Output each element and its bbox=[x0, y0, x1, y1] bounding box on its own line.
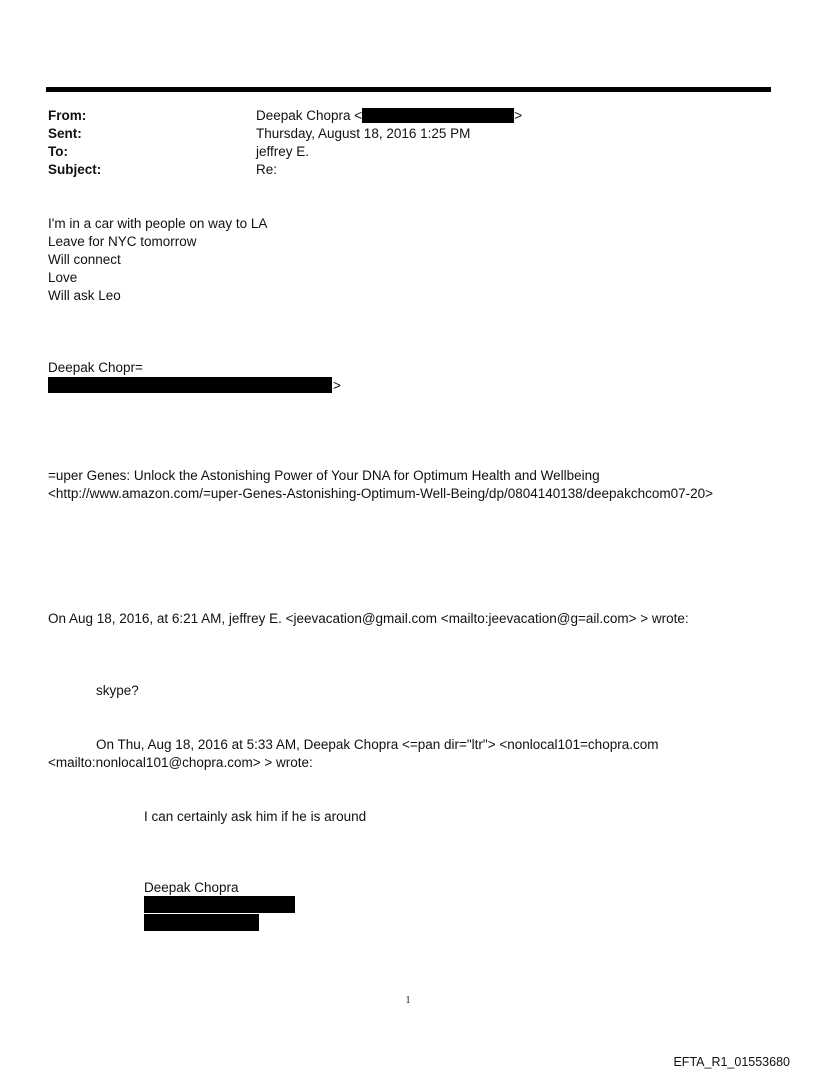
quote-message-1: skype? bbox=[96, 683, 139, 698]
sent-value: Thursday, August 18, 2016 1:25 PM bbox=[256, 126, 471, 141]
body-line-1: I'm in a car with people on way to LA bbox=[48, 216, 268, 231]
signature-name: Deepak Chopr= bbox=[48, 360, 143, 375]
subject-value: Re: bbox=[256, 162, 278, 177]
quote-signature-redaction-2 bbox=[144, 914, 259, 931]
document-id: EFTA_R1_01553680 bbox=[673, 1055, 790, 1069]
signature-suffix: > bbox=[333, 378, 341, 393]
quote-signature-redaction-1 bbox=[144, 896, 295, 913]
from-email-redaction bbox=[362, 108, 514, 123]
sent-label: Sent: bbox=[48, 126, 82, 141]
page-number: 1 bbox=[405, 995, 411, 1006]
body-line-2: Leave for NYC tomorrow bbox=[48, 234, 197, 249]
quote-attribution-2-line-2: <mailto:nonlocal101@chopra.com> > wrote: bbox=[48, 755, 313, 770]
body-line-4: Love bbox=[48, 270, 78, 285]
to-label: To: bbox=[48, 144, 68, 159]
quote-attribution-1: On Aug 18, 2016, at 6:21 AM, jeffrey E. <jeevacation@gmail.com <mailto:jeevacation@g=ail.com> > wrote: bbox=[48, 611, 689, 626]
quote-signature-name: Deepak Chopra bbox=[144, 880, 239, 895]
quote-attribution-2-line-1: On Thu, Aug 18, 2016 at 5:33 AM, Deepak Chopra <=pan dir="ltr"> <nonlocal101=chopra.com bbox=[96, 737, 659, 752]
body-line-3: Will connect bbox=[48, 252, 121, 267]
from-name: Deepak Chopra < bbox=[256, 108, 363, 123]
from-value bbox=[256, 107, 522, 125]
from-label: From: bbox=[48, 108, 87, 123]
quote-message-2: I can certainly ask him if he is around bbox=[144, 809, 367, 824]
header-divider bbox=[46, 87, 771, 92]
signature-redaction bbox=[48, 377, 332, 393]
body-line-5: Will ask Leo bbox=[48, 288, 121, 303]
book-title: =uper Genes: Unlock the Astonishing Power of Your DNA for Optimum Health and Wellbeing bbox=[48, 468, 600, 483]
subject-label: Subject: bbox=[48, 162, 102, 177]
to-value: jeffrey E. bbox=[256, 144, 310, 159]
from-suffix: > bbox=[514, 108, 523, 123]
book-link[interactable]: <http://www.amazon.com/=uper-Genes-Astonishing-Optimum-Well-Being/dp/0804140138/deepakchcom07-20> bbox=[48, 486, 713, 501]
